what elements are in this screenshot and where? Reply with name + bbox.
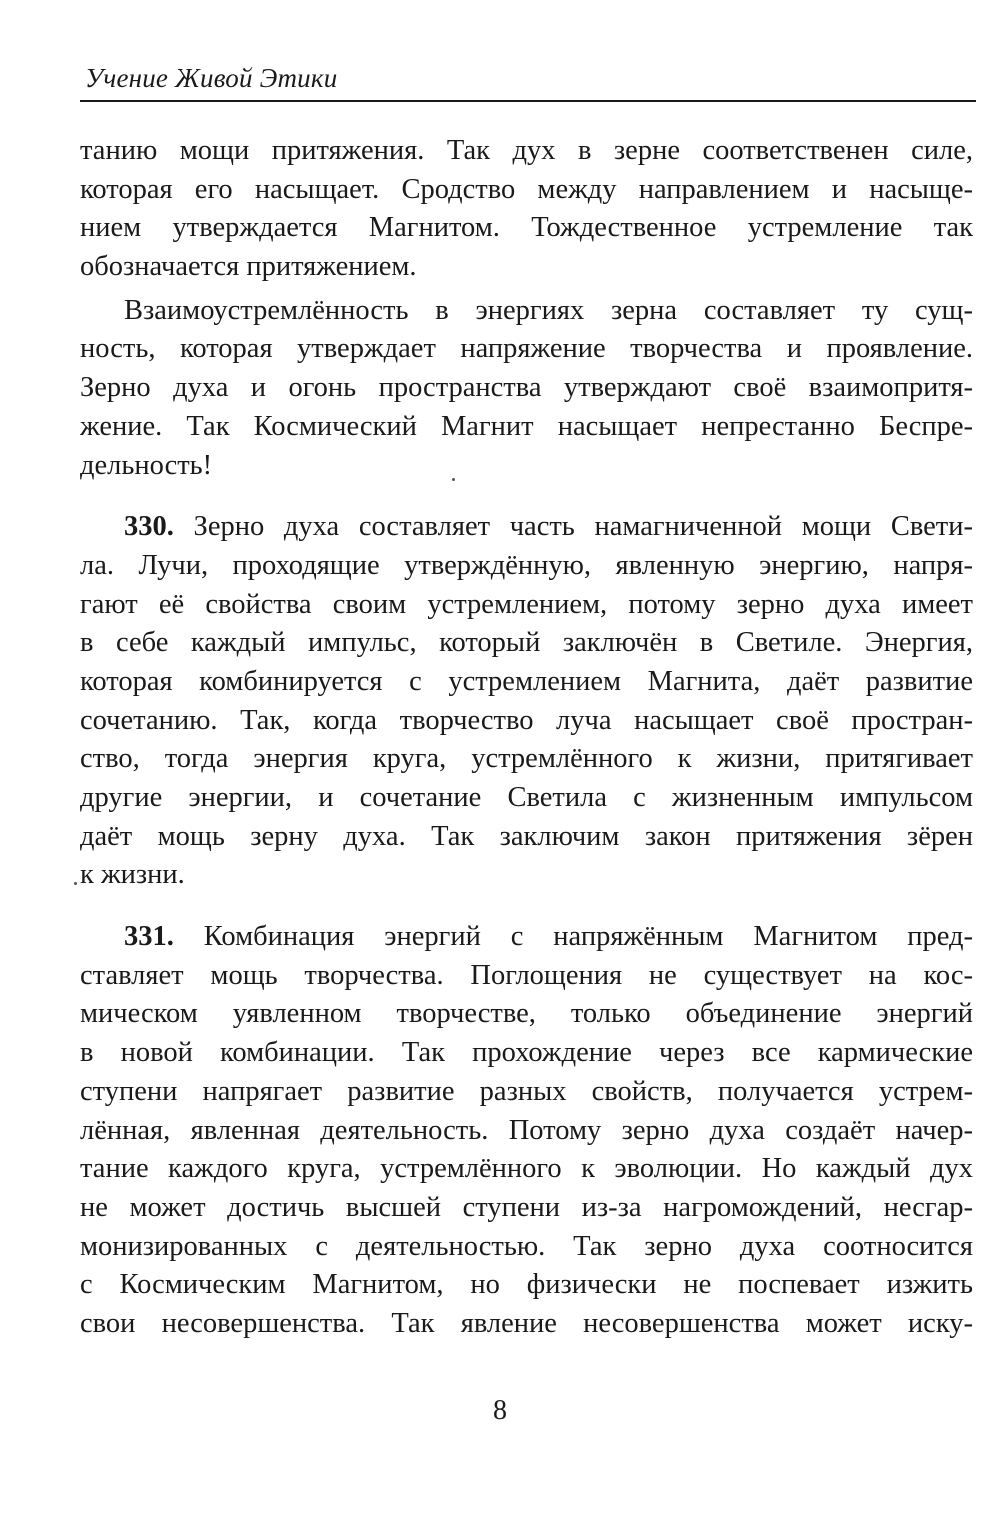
text-line: ступени напрягает развитие разных свойств, получается устрем- (80, 1075, 973, 1107)
text-line: другие энергии, и сочетание Светила с жизненным импульсом (80, 782, 973, 813)
text-line: тание каждого круга, устремлённого к эволюции. Но каждый дух (80, 1153, 973, 1185)
text-line: Взаимоустремлённость в энергиях зерна составляет ту сущ- (124, 294, 973, 326)
text-line: свои несовершенства. Так явление несовершенства может иску- (80, 1307, 973, 1339)
text-line: ла. Лучи, проходящие утверждённую, явленную энергию, напря- (80, 549, 973, 581)
text-line: жение. Так Космический Магнит насыщает непрестанно Беспре- (80, 410, 973, 442)
paragraph (80, 292, 973, 485)
text-line: ность, которая утверждает напряжение творчества и проявление. (80, 333, 973, 365)
text-line: мическом уявленном творчестве, только объединение энергий (80, 998, 973, 1030)
text-line: ставляет мощь творчества. Поглощения не существует на кос- (80, 959, 973, 991)
text-line: лённая, явленная деятельность. Потому зерно духа создаёт начер- (80, 1114, 973, 1146)
running-head: Учение Живой Этики (85, 63, 338, 93)
scan-speck (452, 478, 455, 481)
text-line-content: Зерно духа составляет часть намагниченной мощи Свети- (193, 511, 973, 543)
section-number: 331. (124, 921, 174, 953)
section-331 (80, 918, 973, 1344)
text-line (80, 918, 973, 957)
text-line: монизированных с деятельностью. Так зерно духа соотносится (80, 1230, 973, 1262)
paragraph-continuation (80, 132, 973, 287)
body-text (80, 132, 973, 1344)
text-line: нием утверждается Магнитом. Тождественное устремление так (80, 212, 973, 244)
text-line: которая его насыщает. Сродство между направлением и насыще- (80, 173, 973, 205)
header-rule (80, 100, 976, 102)
text-line: в себе каждый импульс, который заключён в Светиле. Энергия, (80, 627, 973, 659)
text-line: Зерно духа и огонь пространства утверждают своё взаимопритя- (80, 372, 973, 404)
section-330 (80, 508, 973, 895)
text-line: которая комбинируется с устремлением Магнита, даёт развитие (80, 665, 973, 697)
text-line: ство, тогда энергия круга, устремлённого к жизни, притягивает (80, 743, 973, 775)
scan-speck (74, 882, 77, 885)
text-line: танию мощи притяжения. Так дух в зерне соответственен силе, (80, 135, 973, 166)
page-number: 8 (493, 1395, 507, 1426)
text-line: даёт мощь зерну духа. Так заключим закон притяжения зёрен (80, 820, 973, 852)
text-line: не может достичь высшей ступени из-за нагромождений, несгар- (80, 1191, 973, 1223)
text-line: дельность! (80, 449, 213, 481)
text-line (80, 508, 973, 547)
section-number: 330. (124, 511, 174, 543)
text-line-content: Комбинация энергий с напряжённым Магнитом пред- (203, 921, 973, 953)
text-line: в новой комбинации. Так прохождение через все кармические (80, 1037, 973, 1069)
text-line: обозначается притяжением. (80, 251, 417, 283)
text-line: с Космическим Магнитом, но физически не поспевает изжить (80, 1269, 973, 1301)
text-line: к жизни. (80, 859, 185, 891)
text-line: гают её свойства своим устремлением, потому зерно духа имеет (80, 588, 973, 620)
text-line: сочетанию. Так, когда творчество луча насыщает своё простран- (80, 704, 973, 736)
